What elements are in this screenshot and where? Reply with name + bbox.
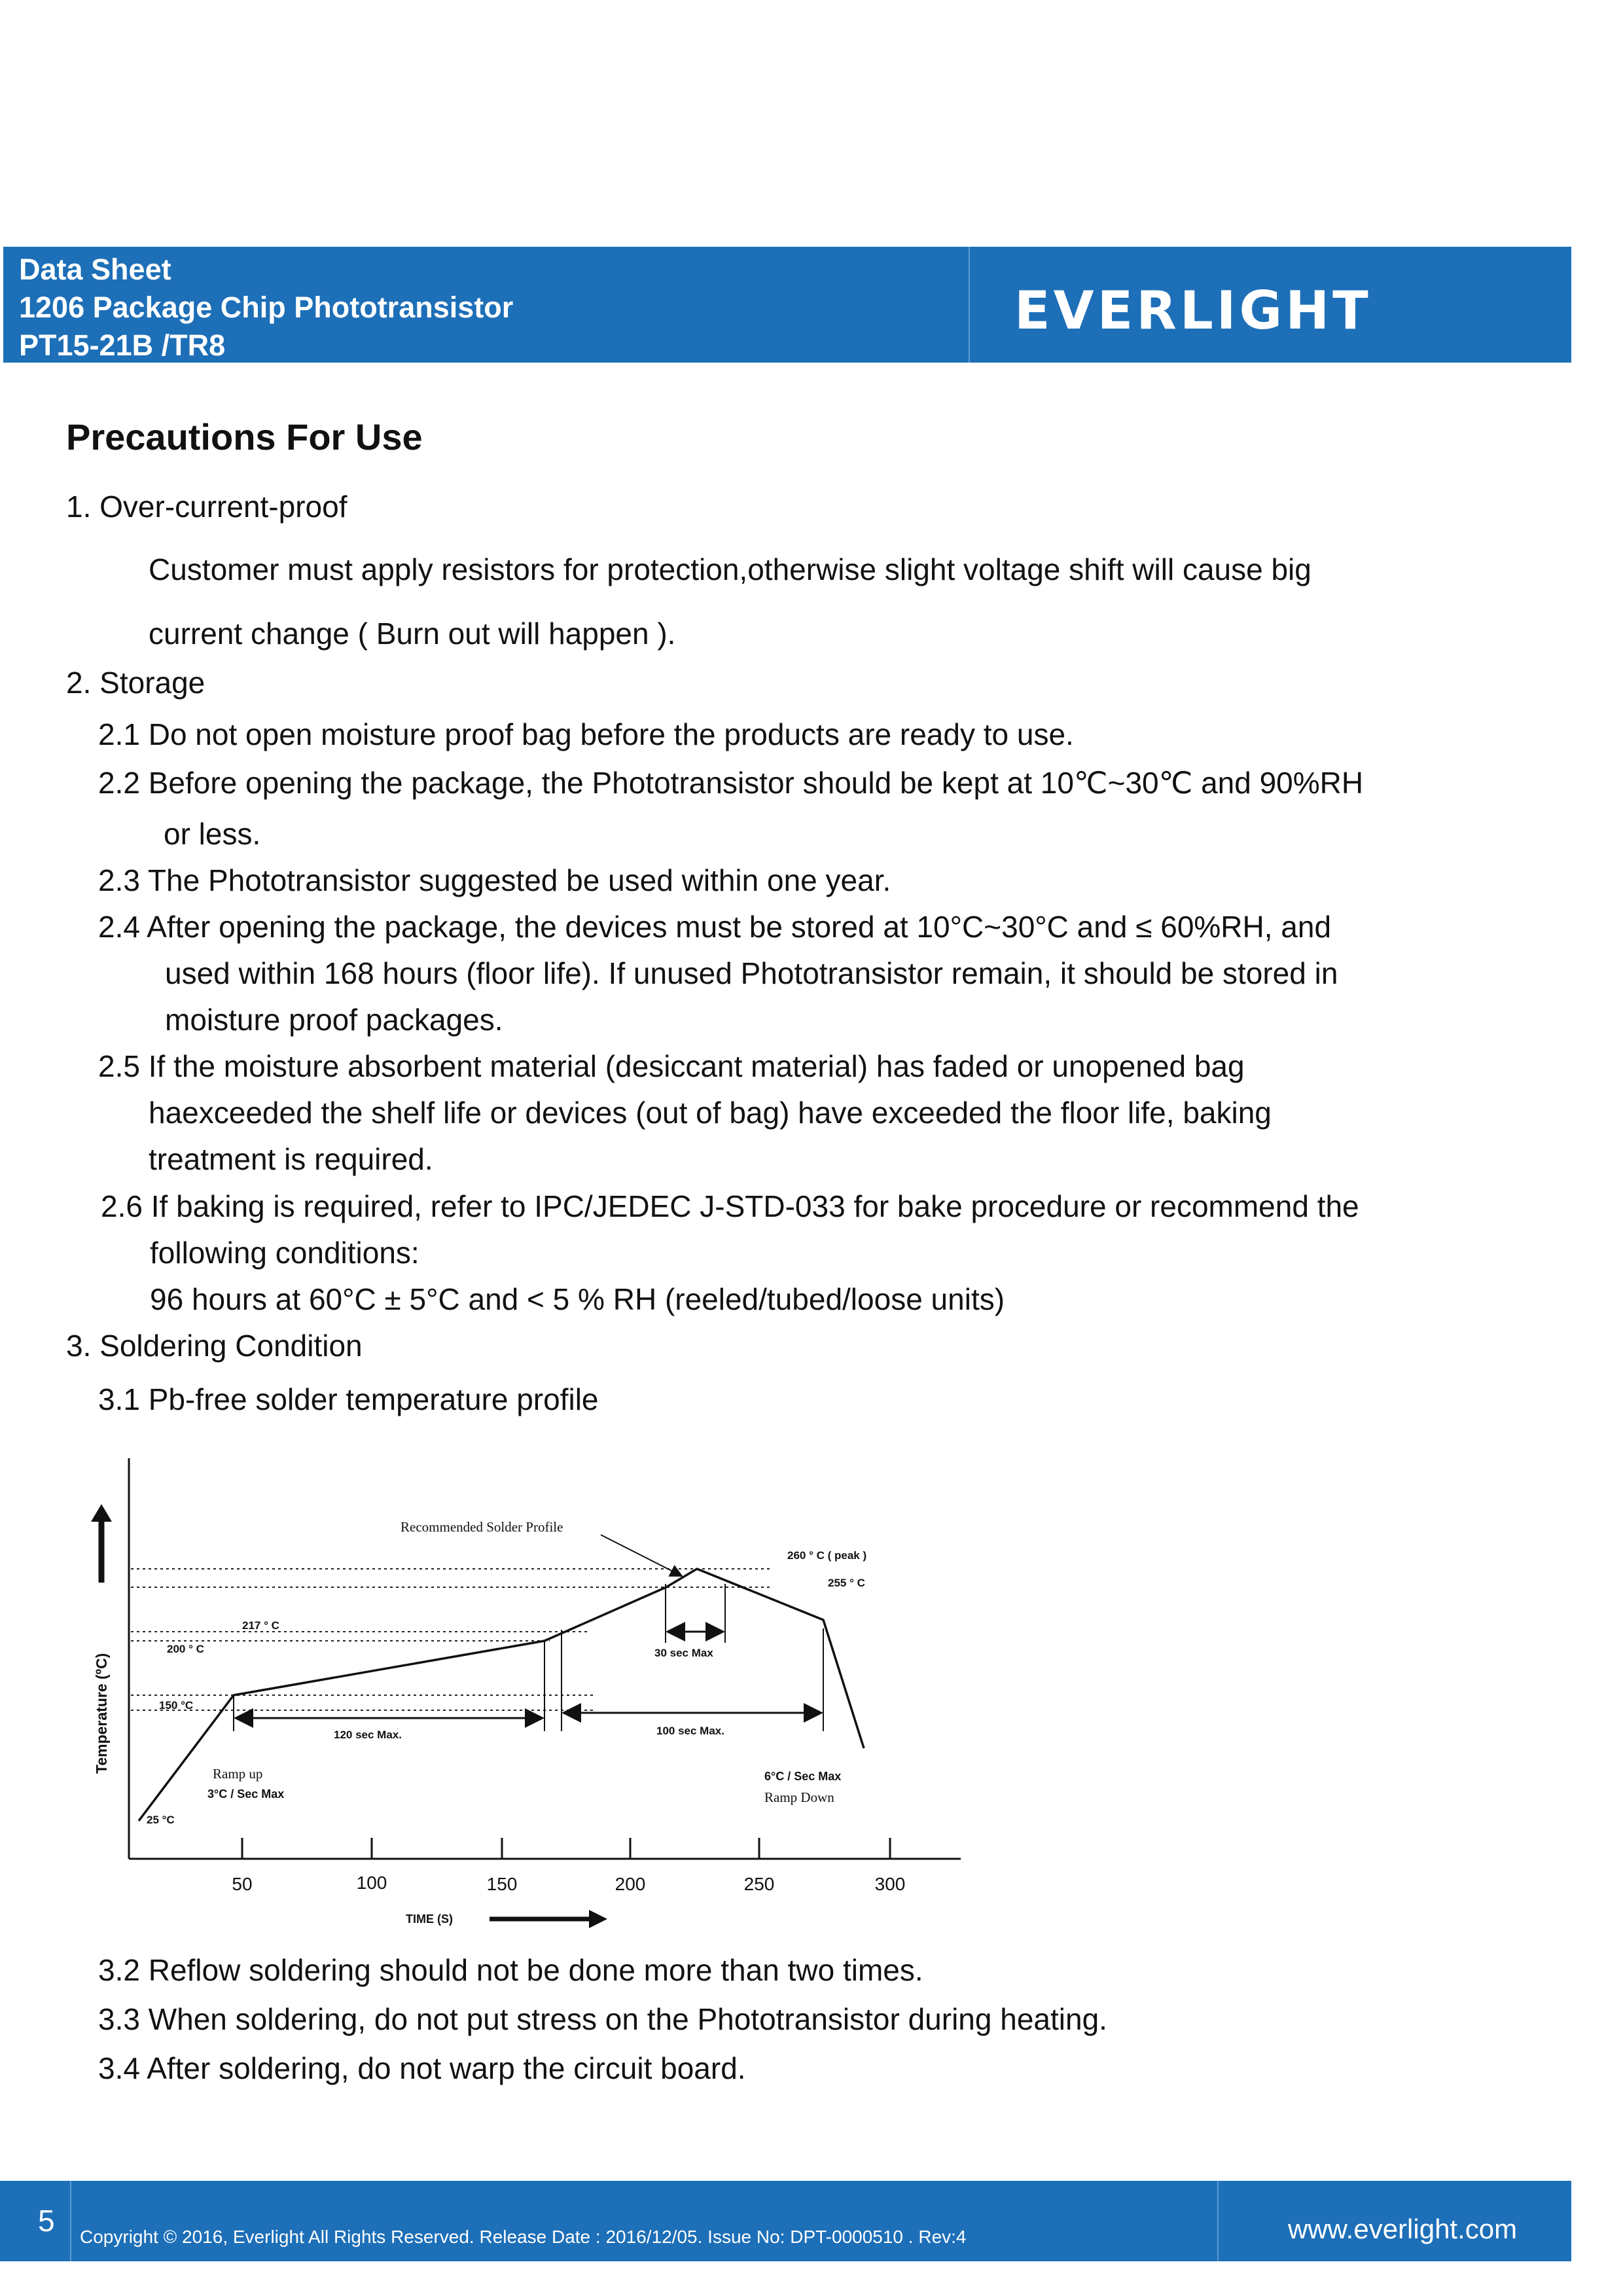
footer-bar xyxy=(0,2181,1571,2261)
item-2-5-cont2: treatment is required. xyxy=(149,1142,433,1176)
item-3-1: 3.1 Pb-free solder temperature profile xyxy=(98,1382,599,1416)
section-1-text: Customer must apply resistors for protection,otherwise slight voltage shift will cause big xyxy=(149,552,1311,586)
footer-divider-left xyxy=(70,2181,71,2261)
label-217: 217 ° C xyxy=(242,1619,279,1632)
x-tick-label-50: 50 xyxy=(232,1874,253,1894)
item-2-6-cont: following conditions: xyxy=(150,1236,419,1270)
title-pointer xyxy=(601,1535,682,1576)
item-2-5: 2.5 If the moisture absorbent material (desiccant material) has faded or unopened bag xyxy=(98,1049,1245,1083)
part-number: PT15-21B /TR8 xyxy=(19,329,226,362)
product-name: 1206 Package Chip Phototransistor xyxy=(19,291,514,324)
x-ticks xyxy=(242,1838,890,1859)
item-3-4: 3.4 After soldering, do not warp the circuit board. xyxy=(98,2051,746,2085)
label-255: 255 ° C xyxy=(828,1577,865,1589)
label-200: 200 ° C xyxy=(167,1643,204,1655)
x-axis-label: TIME (S) xyxy=(406,1912,453,1926)
label-120-sec-max: 120 sec Max. xyxy=(334,1729,402,1741)
item-2-4-cont: used within 168 hours (floor life). If unused Phototransistor remain, it should be stored in xyxy=(165,956,1338,990)
item-2-2-cont: or less. xyxy=(164,817,261,851)
section-1-heading: 1. Over-current-proof xyxy=(66,490,348,524)
footer-divider-right xyxy=(1217,2181,1219,2261)
label-30-sec-max: 30 sec Max xyxy=(654,1647,713,1659)
x-axis-arrowhead xyxy=(589,1910,607,1928)
item-2-5-cont: haexceeded the shelf life or devices (out of bag) have exceeded the floor life, baking xyxy=(149,1096,1272,1130)
item-2-6: 2.6 If baking is required, refer to IPC/JEDEC J-STD-033 for bake procedure or recommend the xyxy=(101,1189,1359,1223)
section-1-text-cont: current change ( Burn out will happen ). xyxy=(149,617,676,651)
x-tick-label-250: 250 xyxy=(743,1874,775,1894)
y-axis-label: Temperature (ºC) xyxy=(93,1653,110,1774)
reference-lines xyxy=(131,1569,772,1710)
item-2-1: 2.1 Do not open moisture proof bag before the products are ready to use. xyxy=(98,717,1074,751)
item-3-2: 3.2 Reflow soldering should not be done more than two times. xyxy=(98,1953,923,1987)
label-150: 150 °C xyxy=(159,1699,194,1712)
x-tick-label-150: 150 xyxy=(486,1874,518,1894)
item-2-3: 2.3 The Phototransistor suggested be used within one year. xyxy=(98,863,891,897)
copyright-notice: Copyright © 2016, Everlight All Rights Reserved. Release Date : 2016/12/05. Issue No: DPT-0000510 . Rev:4 xyxy=(80,2227,967,2247)
website-link[interactable]: www.everlight.com xyxy=(1288,2214,1518,2244)
label-ramp-up-rate: 3°C / Sec Max xyxy=(207,1787,285,1801)
label-ramp-up: Ramp up xyxy=(213,1766,263,1782)
item-2-4: 2.4 After opening the package, the devices must be stored at 10°C~30°C and ≤ 60%RH, and xyxy=(98,910,1332,944)
everlight-logo: EVERLIGHT xyxy=(1014,280,1372,341)
page-title: Precautions For Use xyxy=(66,416,423,457)
x-tick-label-300: 300 xyxy=(874,1874,906,1894)
solder-profile-curve xyxy=(139,1569,864,1821)
y-axis-arrowhead xyxy=(91,1504,112,1522)
time-markers xyxy=(234,1584,823,1731)
x-tick-label-100: 100 xyxy=(356,1873,387,1893)
item-3-3: 3.3 When soldering, do not put stress on the Phototransistor during heating. xyxy=(98,2002,1107,2036)
item-2-6-cont2: 96 hours at 60°C ± 5°C and < 5 % RH (reeled/tubed/loose units) xyxy=(150,1282,1005,1316)
doc-type: Data Sheet xyxy=(19,253,171,286)
chart-title: Recommended Solder Profile xyxy=(401,1519,563,1535)
item-2-4-cont2: moisture proof packages. xyxy=(165,1003,503,1037)
label-100-sec-max: 100 sec Max. xyxy=(656,1725,724,1737)
page-number: 5 xyxy=(38,2204,55,2238)
item-2-2: 2.2 Before opening the package, the Phototransistor should be kept at 10℃~30℃ and 90%RH xyxy=(98,766,1364,800)
label-ramp-down: Ramp Down xyxy=(764,1789,834,1805)
section-3-heading: 3. Soldering Condition xyxy=(66,1329,363,1363)
label-25: 25 °C xyxy=(147,1814,175,1826)
section-2-heading: 2. Storage xyxy=(66,666,205,700)
label-ramp-down-rate: 6°C / Sec Max xyxy=(764,1770,842,1783)
x-tick-label-200: 200 xyxy=(615,1874,646,1894)
label-260-peak: 260 ° C ( peak ) xyxy=(787,1549,867,1562)
